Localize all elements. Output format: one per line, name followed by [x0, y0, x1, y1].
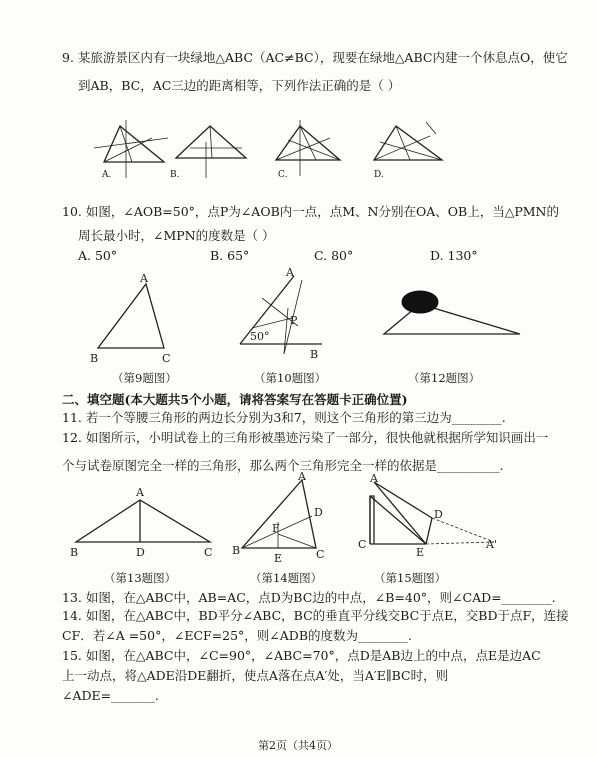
q12-line1: 12. 如图所示，小明试卷上的三角形被墨迹污染了一部分，很快他就根据所学知识画出一	[62, 430, 549, 445]
q9-choice-b-label: B.	[170, 170, 180, 180]
q9-choice-d-label: D.	[374, 170, 384, 180]
figure-15-caption: （第15题图）	[374, 571, 447, 585]
figure-10-caption: （第10题图）	[254, 371, 327, 385]
fig13-label-d: D	[136, 546, 145, 559]
figure-13-isosceles	[70, 486, 220, 566]
q10-option-c: C. 80°	[314, 248, 354, 263]
fig9-label-c: C	[162, 352, 171, 365]
fig15-label-e: E	[416, 546, 425, 559]
figure-14-caption: （第14题图）	[250, 571, 323, 585]
fig15-label-d: D	[434, 508, 443, 521]
figure-10-angle	[232, 268, 352, 368]
fig14-label-b: B	[232, 544, 241, 557]
q9-line2: 到AB，BC，AC三边的距离相等，下列作法正确的是（ ）	[78, 78, 401, 93]
fig14-label-d: D	[314, 506, 323, 519]
fig13-label-a: A	[136, 486, 144, 499]
q15-line1: 15. 如图，在△ABC中，∠C=90°，∠ABC=70°，点D是AB边上的中点，点E是边AC	[62, 648, 541, 663]
section-2-heading: 二、填空题(本大题共5个小题，请将答案写在答题卡正确位置)	[62, 392, 408, 407]
fig14-label-f: F	[272, 522, 280, 535]
q10-line2: 周长最小时，∠MPN的度数是（ ）	[78, 228, 275, 243]
ink-blot	[402, 291, 438, 313]
figure-14-triangle	[232, 470, 342, 565]
fig9-label-b: B	[90, 352, 99, 365]
q9-choice-c-label: C.	[278, 170, 288, 180]
page-footer: 第2页（共4页）	[258, 739, 338, 752]
q9-choice-b-figure	[170, 120, 250, 180]
figure-12-blotted-triangle	[380, 288, 530, 368]
q9-choice-a-label: A.	[102, 170, 112, 180]
fig14-label-a: A	[298, 470, 306, 483]
fig13-label-b: B	[70, 546, 79, 559]
figure-9-triangle	[90, 272, 210, 372]
q15-line2: 上一动点，将△ADE沿DE翻折，使点A落在点A′处，当A′E∥BC时，则	[62, 668, 449, 683]
figure-15-fold	[356, 474, 506, 564]
q14-line2: CF．若∠A =50°，∠ECF=25°，则∠ADB的度数为________.	[62, 628, 412, 643]
fig9-label-a: A	[140, 272, 148, 285]
figure-13-caption: （第13题图）	[104, 571, 177, 585]
figure-12-caption: （第12题图）	[408, 371, 481, 385]
q10-option-a: A. 50°	[78, 248, 118, 263]
figure-9-caption: （第9题图）	[112, 371, 177, 385]
fig15-label-c: C	[358, 538, 367, 551]
q10-line1: 10. 如图，∠AOB=50°，点P为∠AOB内一点，点M、N分别在OA、OB上，当△PMN的	[62, 204, 559, 219]
q11-text: 11. 若一个等腰三角形的两边长分别为3和7，则这个三角形的第三边为________.	[62, 410, 506, 425]
fig10-label-a: A	[286, 266, 294, 279]
q10-option-d: D. 130°	[430, 248, 478, 263]
q10-option-b: B. 65°	[210, 248, 250, 263]
fig10-angle-label: 50°	[250, 330, 270, 343]
fig13-label-c: C	[204, 546, 213, 559]
fig14-label-c: C	[316, 548, 325, 561]
fig15-label-a: A	[370, 472, 378, 485]
q15-line3: ∠ADE=_______.	[62, 688, 159, 703]
q13-text: 13. 如图，在△ABC中，AB=AC，点D为BC边的中点，∠B=40°，则∠CAD=________.	[62, 590, 556, 605]
fig14-label-e: E	[274, 552, 283, 565]
q14-line1: 14. 如图，在△ABC中，BD平分∠ABC，BC的垂直平分线交BC于点E，交BD于点F，连接	[62, 608, 569, 623]
fig10-label-b: B	[310, 348, 319, 361]
fig15-label-a-prime: A'	[486, 538, 497, 551]
q12-line2: 个与试卷原图完全一样的三角形，那么两个三角形完全一样的依据是__________.	[62, 458, 504, 473]
fig10-label-p: P	[290, 314, 298, 327]
q9-line1: 9. 某旅游景区内有一块绿地△ABC（AC≠BC），现要在绿地△ABC内建一个休息点O，使它	[62, 50, 568, 65]
